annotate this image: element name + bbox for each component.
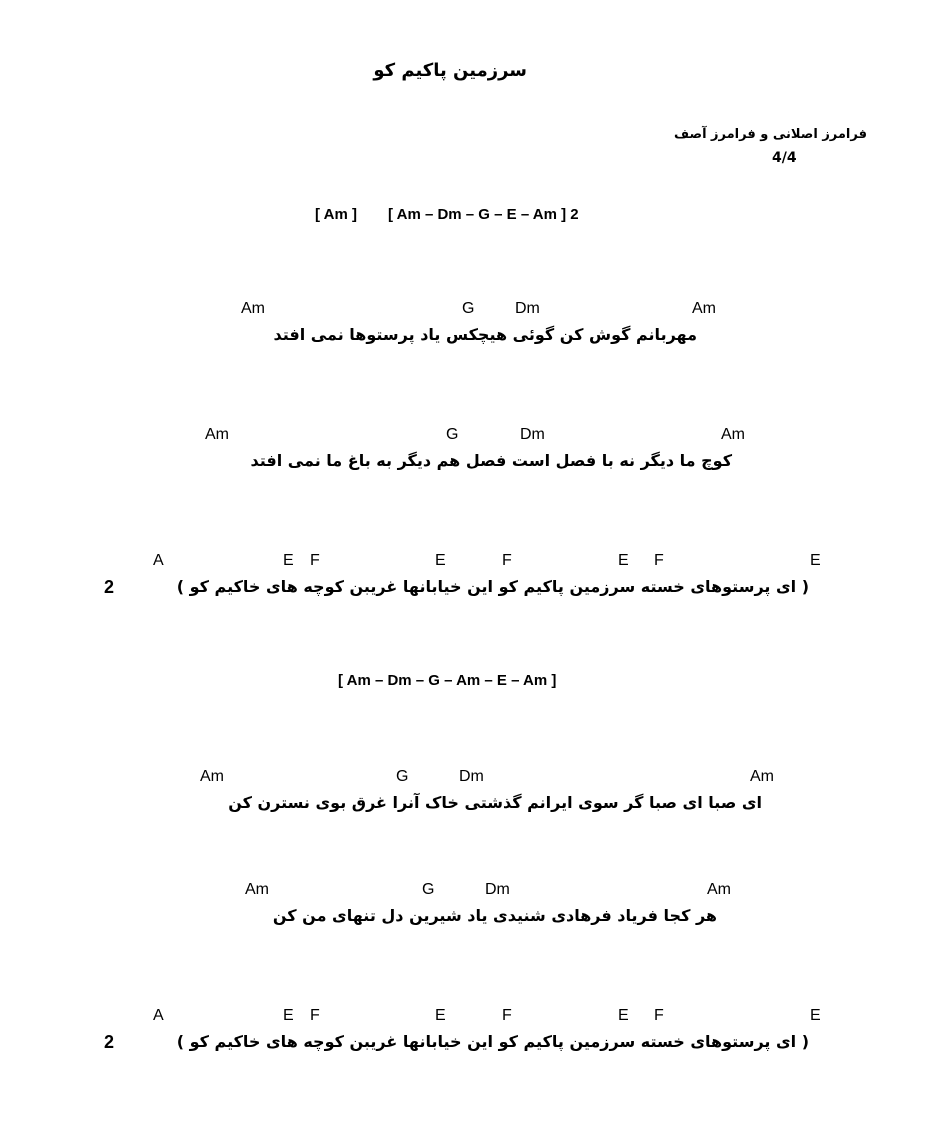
repeat-count: 2 bbox=[104, 577, 115, 597]
repeat-count: 2 bbox=[104, 1032, 115, 1052]
chord: E bbox=[283, 1007, 294, 1024]
chord: E bbox=[618, 552, 629, 569]
chord: Dm bbox=[485, 881, 510, 898]
chord: Dm bbox=[520, 426, 545, 443]
chord: A bbox=[153, 1007, 164, 1024]
chord: E bbox=[435, 552, 446, 569]
lyric-line: ( ای پرستوهای خسته سرزمین پاکیم کو این خیابانها غریبن کوچه های خاکیم کو ) bbox=[176, 1032, 809, 1051]
time-signature: 4/4 bbox=[772, 150, 797, 166]
chord: Am bbox=[692, 300, 716, 317]
chord: Am bbox=[721, 426, 745, 443]
intro-chord-a: [ Am ] bbox=[315, 206, 357, 223]
song-title: سرزمین پاکیم کو bbox=[373, 60, 527, 81]
chord: Am bbox=[707, 881, 731, 898]
chord: G bbox=[422, 881, 435, 898]
chord: Dm bbox=[515, 300, 540, 317]
chord: Am bbox=[200, 768, 224, 785]
lyric-line: ای صبا ای صبا گر سوی ایرانم گذشتی خاک آنرا غرق بوی نسترن کن bbox=[228, 793, 762, 812]
intro-progression: [ Am – Dm – G – E – Am ] 2 bbox=[388, 206, 579, 223]
chord: E bbox=[810, 1007, 821, 1024]
chord: E bbox=[283, 552, 294, 569]
chord: F bbox=[654, 552, 664, 569]
chord: G bbox=[462, 300, 475, 317]
lyric-line: هر کجا فریاد فرهادی شنیدی یاد شیرین دل تنهای من کن bbox=[272, 906, 717, 925]
chord: E bbox=[435, 1007, 446, 1024]
lyric-line: ( ای پرستوهای خسته سرزمین پاکیم کو این خیابانها غریبن کوچه های خاکیم کو ) bbox=[176, 577, 809, 596]
chord: Am bbox=[241, 300, 265, 317]
lyric-line: مهربانم گوش کن گوئی هیچکس یاد پرستوها نمی افتد bbox=[273, 325, 697, 344]
chord: E bbox=[618, 1007, 629, 1024]
chord: E bbox=[810, 552, 821, 569]
chord: Am bbox=[750, 768, 774, 785]
chord: Am bbox=[205, 426, 229, 443]
lyric-line: کوچ ما دیگر نه با فصل است فصل هم دیگر به باغ ما نمی افتد bbox=[250, 451, 732, 470]
chord: A bbox=[153, 552, 164, 569]
chord: F bbox=[310, 552, 320, 569]
interlude-progression: [ Am – Dm – G – Am – E – Am ] bbox=[338, 672, 557, 689]
chord: G bbox=[446, 426, 459, 443]
chord: Am bbox=[245, 881, 269, 898]
chord: G bbox=[396, 768, 409, 785]
song-credit: فرامرز اصلانی و فرامرز آصف bbox=[674, 127, 867, 142]
chord: F bbox=[502, 1007, 512, 1024]
chord: F bbox=[310, 1007, 320, 1024]
chord: Dm bbox=[459, 768, 484, 785]
chord: F bbox=[654, 1007, 664, 1024]
chord: F bbox=[502, 552, 512, 569]
